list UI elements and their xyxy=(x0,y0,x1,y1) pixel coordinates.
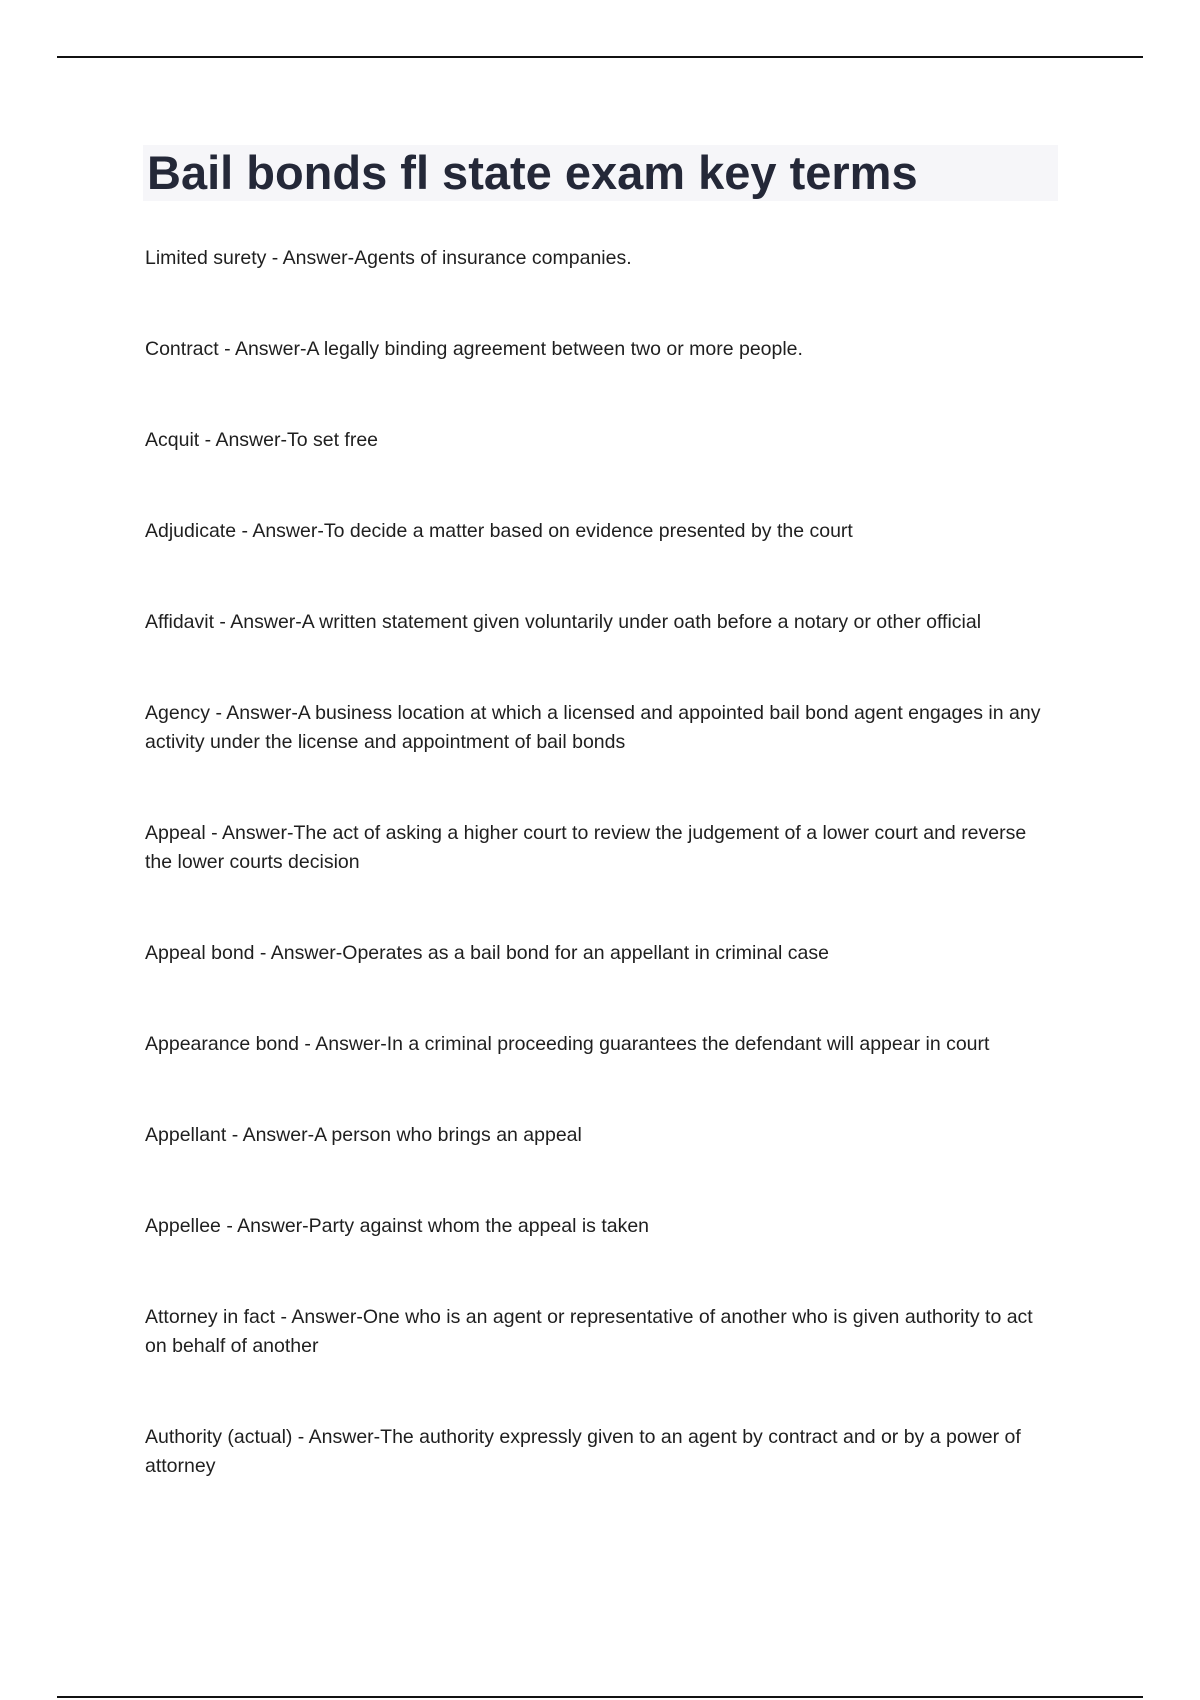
term-item: Appellant - Answer-A person who brings an appeal xyxy=(145,1124,582,1146)
term-item: Acquit - Answer-To set free xyxy=(145,429,379,451)
term-item: Appeal - Answer-The act of asking a higher court to review the judgement of a lower court and reverse the lower courts decision xyxy=(145,822,1027,873)
term-item: Affidavit - Answer-A written statement given voluntarily under oath before a notary or other official xyxy=(145,611,982,633)
term-item: Appeal bond - Answer-Operates as a bail bond for an appellant in criminal case xyxy=(145,942,829,964)
page-title: Bail bonds fl state exam key terms xyxy=(147,146,918,199)
title-banner xyxy=(143,145,1058,201)
term-item: Authority (actual) - Answer-The authority expressly given to an agent by contract and or by a power of attorney xyxy=(145,1426,1021,1477)
term-item: Agency - Answer-A business location at which a licensed and appointed bail bond agent engages in any activity under the license and appointment of bail bonds xyxy=(145,702,1041,753)
top-divider xyxy=(57,56,1143,58)
term-item: Attorney in fact - Answer-One who is an agent or representative of another who is given authority to act on behalf of another xyxy=(145,1306,1033,1357)
term-item: Appellee - Answer-Party against whom the appeal is taken xyxy=(145,1215,650,1237)
term-item: Contract - Answer-A legally binding agreement between two or more people. xyxy=(145,338,803,360)
term-item: Adjudicate - Answer-To decide a matter based on evidence presented by the court xyxy=(145,520,853,542)
term-item: Appearance bond - Answer-In a criminal proceeding guarantees the defendant will appear in court xyxy=(145,1033,990,1055)
term-item: Limited surety - Answer-Agents of insurance companies. xyxy=(145,247,632,269)
term-list xyxy=(145,244,1057,1543)
bottom-divider xyxy=(57,1696,1143,1698)
